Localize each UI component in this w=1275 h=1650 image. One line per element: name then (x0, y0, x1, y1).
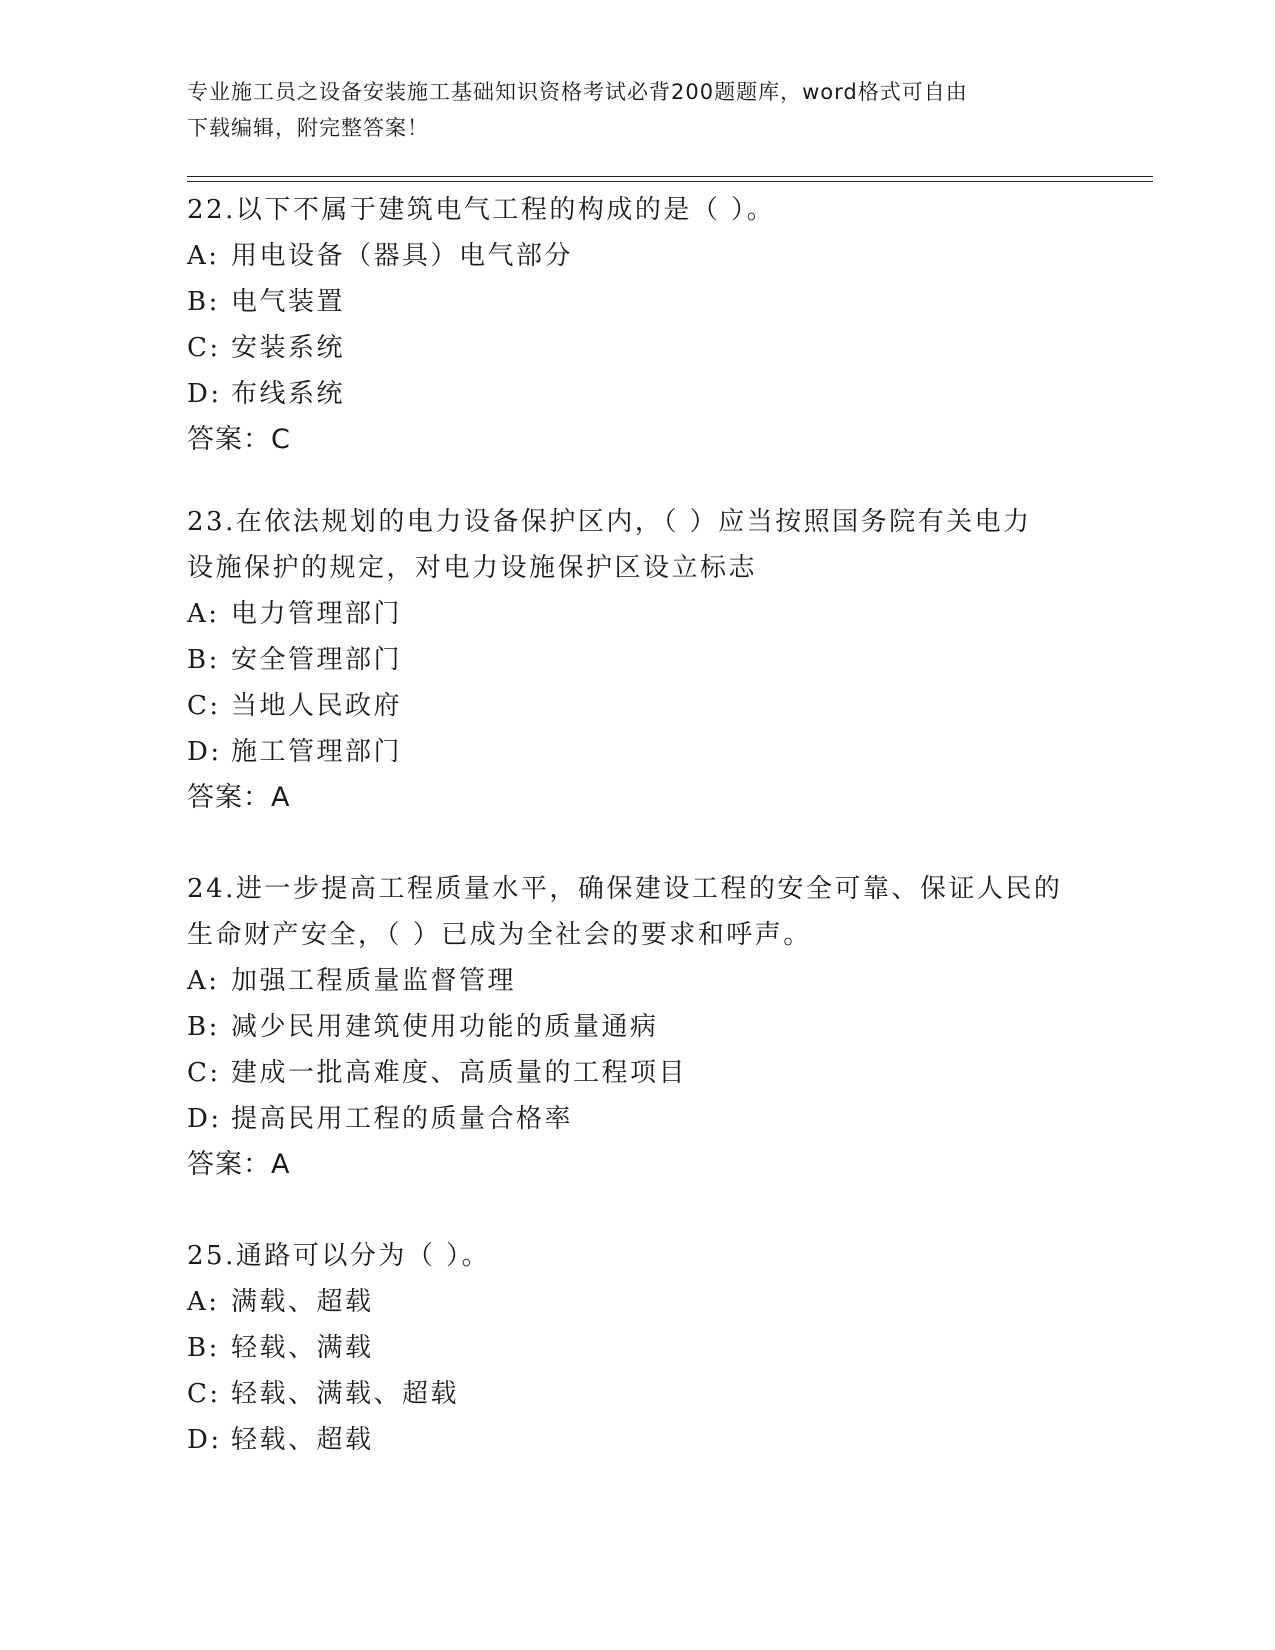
option-c (187, 1050, 1087, 1096)
option-text: 电力管理部门 (231, 599, 403, 629)
option-text: 加强工程质量监督管理 (231, 966, 517, 996)
option-text: 满载、超载 (231, 1287, 374, 1317)
option-text: 布线系统 (231, 379, 346, 409)
option-key: D: (187, 1425, 222, 1455)
question-24 (187, 866, 1087, 1188)
answer-label: 答案： (187, 1149, 271, 1180)
question-stem: 22.以下不属于建筑电气工程的构成的是（ ）。 (187, 195, 776, 225)
header-divider-bottom (187, 181, 1153, 182)
option-key: C: (187, 333, 221, 363)
question-stem: 25.通路可以分为（ ）。 (187, 1241, 491, 1271)
option-d (187, 371, 1087, 417)
document-header (187, 74, 1067, 146)
answer-value: C (271, 424, 291, 455)
option-key: C: (187, 1379, 221, 1409)
question-stem-line-1: 24.进一步提高工程质量水平，确保建设工程的安全可靠、保证人民的 (187, 874, 1063, 904)
option-text: 安装系统 (231, 333, 346, 363)
option-text: 施工管理部门 (231, 737, 403, 767)
answer-value: A (271, 782, 291, 813)
option-key: C: (187, 691, 221, 721)
option-text: 安全管理部门 (231, 645, 403, 675)
option-key: D: (187, 379, 222, 409)
answer-label: 答案： (187, 424, 271, 455)
option-b (187, 637, 1087, 683)
option-text: 提高民用工程的质量合格率 (231, 1104, 574, 1134)
question-22 (187, 187, 1087, 463)
question-stem-line-1: 23.在依法规划的电力设备保护区内，（ ）应当按照国务院有关电力 (187, 507, 1032, 537)
option-b (187, 1004, 1087, 1050)
question-stem-line-2: 生命财产安全，（ ）已成为全社会的要求和呼声。 (187, 920, 812, 950)
option-a (187, 1279, 1087, 1325)
option-c (187, 683, 1087, 729)
option-text: 电气装置 (231, 287, 346, 317)
header-divider-top (187, 176, 1153, 177)
option-key: B: (187, 1012, 220, 1042)
option-key: B: (187, 645, 220, 675)
option-d (187, 1417, 1087, 1463)
option-text: 轻载、超载 (231, 1425, 374, 1455)
option-key: B: (187, 287, 220, 317)
option-d (187, 1096, 1087, 1142)
question-stem-line-2: 设施保护的规定，对电力设施保护区设立标志 (187, 553, 758, 583)
option-d (187, 729, 1087, 775)
option-text: 建成一批高难度、高质量的工程项目 (231, 1058, 688, 1088)
option-text: 轻载、满载、超载 (231, 1379, 460, 1409)
option-key: A: (187, 241, 220, 271)
option-key: A: (187, 1287, 220, 1317)
option-key: A: (187, 599, 220, 629)
option-key: A: (187, 966, 220, 996)
question-25 (187, 1233, 1087, 1463)
option-a (187, 591, 1087, 637)
option-text: 用电设备（器具）电气部分 (231, 241, 574, 271)
option-c (187, 1371, 1087, 1417)
option-key: D: (187, 737, 222, 767)
answer-line (187, 417, 1087, 463)
option-b (187, 279, 1087, 325)
header-line-1: 专业施工员之设备安装施工基础知识资格考试必背200题题库，word格式可自由 (187, 80, 968, 104)
answer-line (187, 1142, 1087, 1188)
answer-value: A (271, 1149, 291, 1180)
option-b (187, 1325, 1087, 1371)
header-line-2: 下载编辑，附完整答案！ (187, 116, 429, 140)
option-text: 轻载、满载 (231, 1333, 374, 1363)
question-23 (187, 499, 1087, 821)
option-a (187, 233, 1087, 279)
option-a (187, 958, 1087, 1004)
option-c (187, 325, 1087, 371)
answer-line (187, 775, 1087, 821)
option-text: 减少民用建筑使用功能的质量通病 (231, 1012, 659, 1042)
option-key: D: (187, 1104, 222, 1134)
option-key: B: (187, 1333, 220, 1363)
option-key: C: (187, 1058, 221, 1088)
option-text: 当地人民政府 (231, 691, 403, 721)
answer-label: 答案： (187, 782, 271, 813)
